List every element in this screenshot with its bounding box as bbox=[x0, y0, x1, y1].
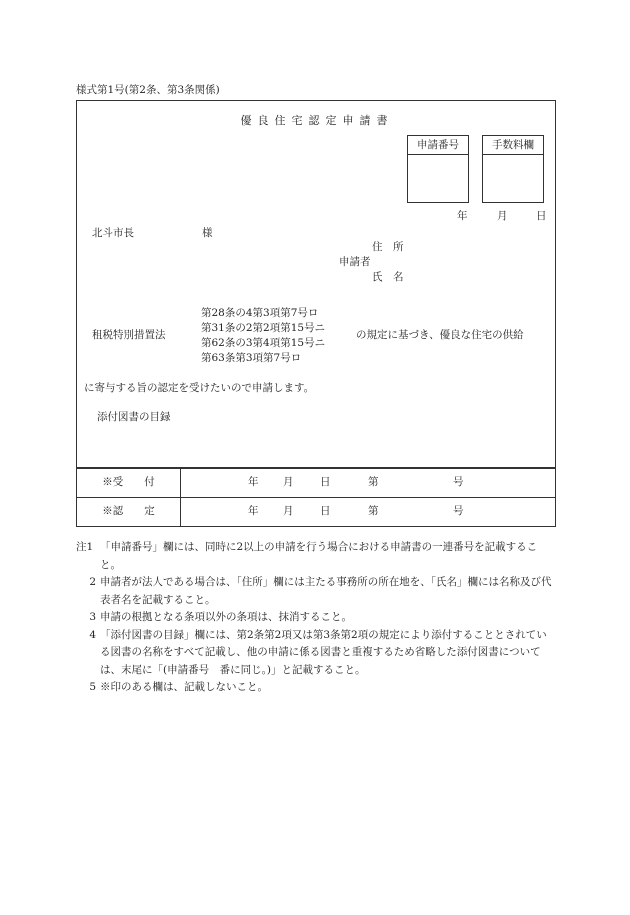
note-item bbox=[76, 574, 556, 609]
fee-label: 手数料欄 bbox=[483, 136, 543, 155]
date-year: 年 bbox=[457, 210, 468, 222]
applicant-label: 申請者 bbox=[339, 256, 371, 268]
statement-part1: の規定に基づき、優良な住宅の供給 bbox=[356, 329, 524, 341]
application-form bbox=[76, 100, 556, 468]
table-row bbox=[77, 498, 556, 527]
applicant-address-label: 住 所 bbox=[372, 241, 404, 253]
note-number: 4 bbox=[89, 628, 96, 641]
note-text: 申請者が法人である場合は、「住所」欄には主たる事務所の所在地を、「氏名」欄には名称及び代表者名を記載すること。 bbox=[100, 576, 552, 606]
provision-item: 第62条の3第4項第15号ニ bbox=[201, 337, 326, 349]
receipt-gou: 号 bbox=[453, 476, 464, 488]
provision-item: 第31条の2第2項第15号ニ bbox=[201, 322, 326, 334]
statement-part2: に寄与する旨の認定を受けたいので申請します。 bbox=[84, 382, 315, 394]
certification-day: 日 bbox=[320, 505, 331, 517]
receipt-fields[interactable] bbox=[181, 469, 556, 498]
certification-year: 年 bbox=[248, 505, 259, 517]
certification-month: 月 bbox=[283, 505, 294, 517]
date-day: 日 bbox=[536, 210, 547, 222]
form-number-header: 様式第1号(第2条、第3条関係) bbox=[76, 84, 220, 96]
certification-dai: 第 bbox=[368, 505, 379, 517]
provision-item: 第63条第3項第7号ロ bbox=[201, 352, 302, 364]
certification-fields[interactable] bbox=[181, 498, 556, 527]
receipt-dai: 第 bbox=[368, 476, 379, 488]
note-number: 2 bbox=[89, 576, 96, 588]
note-item bbox=[76, 609, 556, 627]
certification-gou: 号 bbox=[453, 505, 464, 517]
receipt-year: 年 bbox=[248, 476, 259, 488]
date-month: 月 bbox=[497, 210, 508, 222]
receipt-month: 月 bbox=[283, 476, 294, 488]
note-number: 3 bbox=[89, 611, 96, 623]
fee-box[interactable] bbox=[482, 135, 544, 203]
table-row bbox=[77, 469, 556, 498]
form-title: 優良住宅認定申請書 bbox=[240, 114, 394, 127]
receipt-table bbox=[76, 468, 556, 527]
applicant-name-label: 氏 名 bbox=[372, 271, 404, 283]
note-text: ※印のある欄は、記載しないこと。 bbox=[100, 681, 268, 693]
note-number: 5 bbox=[89, 681, 96, 693]
note-item bbox=[76, 627, 556, 680]
addressee-honorific: 様 bbox=[202, 227, 213, 239]
addressee-name: 北斗市長 bbox=[92, 227, 134, 239]
application-number-label: 申請番号 bbox=[408, 136, 468, 155]
note-text: 「申請番号」欄には、同時に2以上の申請を行う場合における申請書の一連番号を記載すること。 bbox=[100, 541, 538, 571]
notes-section bbox=[76, 539, 556, 697]
note-item bbox=[76, 539, 556, 574]
receipt-day: 日 bbox=[320, 476, 331, 488]
note-number: 注1 bbox=[76, 541, 94, 553]
provision-item: 第28条の4第3項第7号ロ bbox=[201, 307, 319, 319]
provisions-list bbox=[201, 306, 325, 366]
note-item bbox=[76, 679, 556, 697]
law-name: 租税特別措置法 bbox=[92, 329, 166, 341]
attachments-label: 添付図書の目録 bbox=[97, 411, 171, 423]
application-number-box[interactable] bbox=[407, 135, 469, 203]
note-text: 申請の根拠となる条項以外の条項は、抹消すること。 bbox=[100, 611, 352, 623]
receipt-label: ※受 付 bbox=[77, 469, 181, 498]
note-text: 「添付図書の目録」欄には、第2条第2項又は第3条第2項の規定により添付することとされている図書の名称をすべて記載し、他の申請に係る図書と重複するため省略した添付図書については、末尾に「(申請番号 番に同じ。)」と記載すること。 bbox=[100, 628, 547, 676]
certification-label: ※認 定 bbox=[77, 498, 181, 527]
